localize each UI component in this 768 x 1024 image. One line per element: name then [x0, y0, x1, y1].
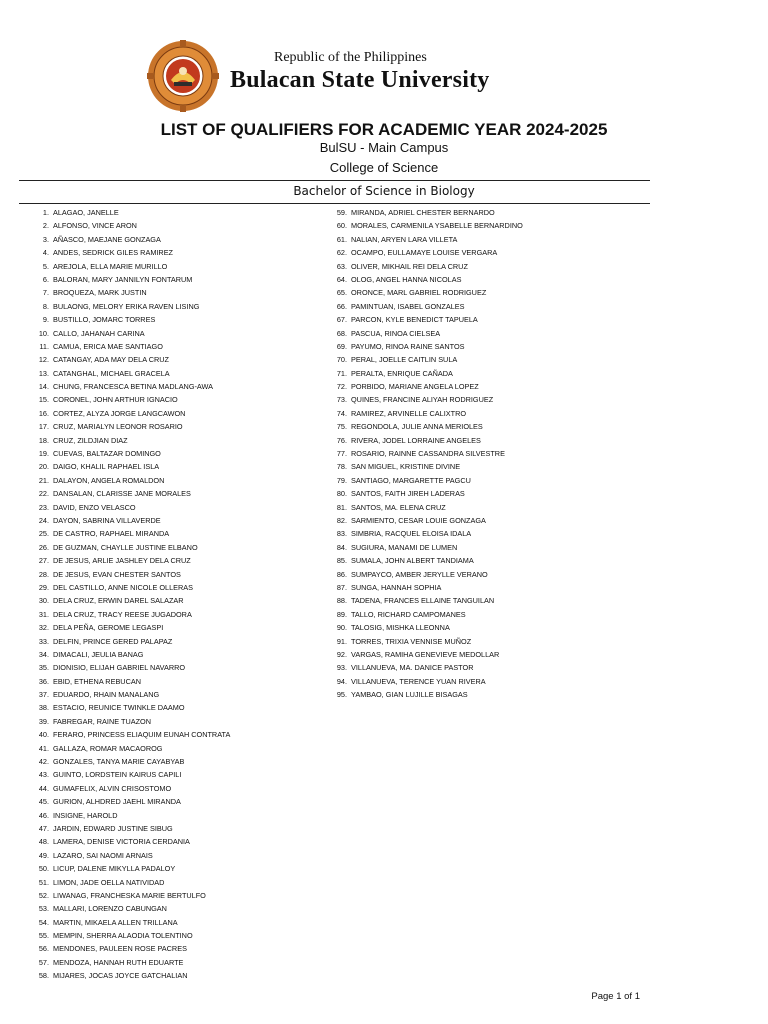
qualifier-name: MARTIN, MIKAELA ALLEN TRILLANA — [53, 917, 178, 927]
qualifier-row — [20, 300, 320, 313]
qualifier-name: EBID, ETHENA REBUCAN — [53, 676, 141, 686]
qualifier-name: OLIVER, MIKHAIL REI DELA CRUZ — [351, 261, 468, 271]
qualifier-name: CORTEZ, ALYZA JORGE LANGCAWON — [53, 408, 186, 418]
qualifier-row — [318, 353, 638, 366]
qualifier-number: 86. — [336, 569, 347, 579]
qualifier-number: 94. — [336, 676, 347, 686]
qualifier-number: 19. — [38, 449, 49, 459]
qualifier-row — [318, 487, 638, 500]
qualifier-name: DE JESUS, EVAN CHESTER SANTOS — [53, 569, 181, 579]
qualifier-row — [318, 661, 638, 674]
qualifier-row — [20, 487, 320, 500]
qualifier-number: 24. — [38, 515, 49, 525]
qualifier-name: DE CASTRO, RAPHAEL MIRANDA — [53, 529, 170, 539]
qualifier-name: SUMALA, JOHN ALBERT TANDIAMA — [351, 556, 474, 566]
qualifier-row — [318, 300, 638, 313]
qualifier-row — [20, 568, 320, 581]
qualifier-row — [318, 340, 638, 353]
qualifier-number: 54. — [38, 917, 49, 927]
qualifier-number: 72. — [336, 382, 347, 392]
qualifier-row — [20, 902, 320, 915]
qualifier-row — [20, 594, 320, 607]
republic-line: Republic of the Philippines — [274, 50, 427, 65]
qualifier-row — [20, 835, 320, 848]
qualifier-number: 51. — [38, 877, 49, 887]
qualifier-row — [318, 541, 638, 554]
qualifier-number: 74. — [336, 408, 347, 418]
qualifier-row — [318, 380, 638, 393]
qualifier-number: 83. — [336, 529, 347, 539]
qualifier-row — [318, 393, 638, 406]
qualifier-row — [20, 755, 320, 768]
qualifier-name: MENDONES, PAULEEN ROSE PACRES — [53, 944, 187, 954]
qualifier-row — [20, 621, 320, 634]
qualifier-number: 6. — [42, 274, 49, 284]
qualifier-name: PASCUA, RINOA CIELSEA — [351, 328, 441, 338]
qualifier-row — [318, 621, 638, 634]
qualifier-name: SUGIURA, MANAMI DE LUMEN — [351, 542, 458, 552]
qualifier-number: 95. — [336, 690, 347, 700]
qualifier-name: JARDIN, EDWARD JUSTINE SIBUG — [53, 823, 173, 833]
qualifier-name: CATANGAY, ADA MAY DELA CRUZ — [53, 355, 169, 365]
qualifier-number: 7. — [42, 288, 49, 298]
qualifier-name: DELA CRUZ, ERWIN DAREL SALAZAR — [53, 596, 184, 606]
qualifier-number: 88. — [336, 596, 347, 606]
qualifier-name: AÑASCO, MAEJANE GONZAGA — [53, 234, 161, 244]
qualifier-row — [20, 648, 320, 661]
qualifier-name: REGONDOLA, JULIE ANNA MERIOLES — [351, 422, 483, 432]
qualifier-name: PAMINTUAN, ISABEL GONZALES — [351, 301, 465, 311]
qualifier-row — [20, 420, 320, 433]
qualifier-number: 39. — [38, 716, 49, 726]
qualifier-row — [318, 688, 638, 701]
qualifier-row — [20, 688, 320, 701]
qualifier-row — [20, 795, 320, 808]
qualifier-number: 20. — [38, 462, 49, 472]
qualifier-name: PAYUMO, RINOA RAINE SANTOS — [351, 341, 465, 351]
qualifier-number: 49. — [38, 850, 49, 860]
qualifier-name: DANSALAN, CLARISSE JANE MORALES — [53, 489, 191, 499]
qualifier-number: 23. — [38, 502, 49, 512]
qualifier-number: 13. — [38, 368, 49, 378]
qualifier-number: 33. — [38, 636, 49, 646]
qualifier-row — [318, 635, 638, 648]
qualifier-name: FABREGAR, RAINE TUAZON — [53, 716, 151, 726]
qualifier-row — [20, 942, 320, 955]
qualifier-row — [20, 273, 320, 286]
qualifier-name: ORONCE, MARL GABRIEL RODRIGUEZ — [351, 288, 487, 298]
qualifier-row — [20, 782, 320, 795]
qualifier-name: LIWANAG, FRANCHESKA MARIE BERTULFO — [53, 890, 206, 900]
qualifier-name: SANTOS, MA. ELENA CRUZ — [351, 502, 446, 512]
qualifier-name: DIONISIO, ELIJAH GABRIEL NAVARRO — [53, 663, 186, 673]
qualifier-row — [20, 675, 320, 688]
qualifier-name: CRUZ, ZILDJIAN DIAZ — [53, 435, 128, 445]
qualifier-row — [318, 460, 638, 473]
qualifier-name: SUNGA, HANNAH SOPHIA — [351, 582, 442, 592]
qualifier-row — [20, 889, 320, 902]
qualifier-number: 78. — [336, 462, 347, 472]
qualifier-row — [318, 367, 638, 380]
qualifier-name: NALIAN, ARYEN LARA VILLETA — [351, 234, 458, 244]
qualifier-row — [318, 608, 638, 621]
qualifier-name: PERAL, JOELLE CAITLIN SULA — [351, 355, 458, 365]
qualifier-number: 8. — [42, 301, 49, 311]
qualifier-name: LAZARO, SAI NAOMI ARNAIS — [53, 850, 153, 860]
qualifier-number: 29. — [38, 582, 49, 592]
qualifier-number: 46. — [38, 810, 49, 820]
qualifier-name: ROSARIO, RAINNE CASSANDRA SILVESTRE — [351, 449, 505, 459]
qualifier-number: 92. — [336, 649, 347, 659]
qualifier-number: 87. — [336, 582, 347, 592]
qualifier-name: RAMIREZ, ARVINELLE CALIXTRO — [351, 408, 467, 418]
program-name: Bachelor of Science in Biology — [293, 184, 475, 198]
qualifier-name: VILLANUEVA, TERENCE YUAN RIVERA — [351, 676, 486, 686]
qualifier-number: 42. — [38, 757, 49, 767]
qualifier-number: 17. — [38, 422, 49, 432]
qualifier-name: GUMAFELIX, ALVIN CRISOSTOMO — [53, 783, 172, 793]
qualifier-name: PERALTA, ENRIQUE CAÑADA — [351, 368, 453, 378]
qualifier-name: SANTIAGO, MARGARETTE PAGCU — [351, 475, 471, 485]
qualifier-row — [20, 460, 320, 473]
qualifier-name: FERARO, PRINCESS ELIAQUIM EUNAH CONTRATA — [53, 730, 231, 740]
qualifier-name: MORALES, CARMENILA YSABELLE BERNARDINO — [351, 221, 523, 231]
qualifier-number: 81. — [336, 502, 347, 512]
qualifier-name: DAYON, SABRINA VILLAVERDE — [53, 515, 161, 525]
qualifier-name: DE GUZMAN, CHAYLLE JUSTINE ELBANO — [53, 542, 198, 552]
qualifier-row — [318, 648, 638, 661]
qualifier-name: BALORAN, MARY JANNILYN FONTARUM — [53, 274, 193, 284]
qualifier-number: 21. — [38, 475, 49, 485]
qualifier-name: GALLAZA, ROMAR MACAOROG — [53, 743, 163, 753]
page-title: LIST OF QUALIFIERS FOR ACADEMIC YEAR 2024-2025 — [160, 120, 608, 139]
qualifier-name: DAVID, ENZO VELASCO — [53, 502, 136, 512]
qualifier-row — [318, 313, 638, 326]
qualifier-name: MENDOZA, HANNAH RUTH EDUARTE — [53, 957, 184, 967]
qualifier-number: 64. — [336, 274, 347, 284]
qualifier-number: 43. — [38, 770, 49, 780]
qualifier-number: 14. — [38, 382, 49, 392]
qualifier-number: 68. — [336, 328, 347, 338]
qualifier-row — [318, 407, 638, 420]
qualifier-number: 47. — [38, 823, 49, 833]
qualifier-name: OCAMPO, EULLAMAYE LOUISE VERGARA — [351, 248, 498, 258]
qualifier-number: 5. — [42, 261, 49, 271]
qualifier-number: 22. — [38, 489, 49, 499]
qualifier-number: 32. — [38, 623, 49, 633]
qualifier-number: 36. — [38, 676, 49, 686]
qualifier-number: 1. — [42, 208, 49, 217]
qualifier-row — [20, 233, 320, 246]
university-seal-logo — [147, 40, 219, 112]
qualifier-name: DAIGO, KHALIL RAPHAEL ISLA — [53, 462, 160, 472]
qualifier-row — [20, 514, 320, 527]
qualifier-name: SANTOS, FAITH JIREH LADERAS — [351, 489, 465, 499]
qualifier-number: 40. — [38, 730, 49, 740]
qualifier-number: 15. — [38, 395, 49, 405]
qualifier-row — [20, 956, 320, 969]
qualifier-name: CATANGHAL, MICHAEL GRACELA — [53, 368, 170, 378]
qualifier-name: PORBIDO, MARIANE ANGELA LOPEZ — [351, 382, 479, 392]
qualifier-name: TADENA, FRANCES ELLAINE TANGUILAN — [351, 596, 495, 606]
university-name: Bulacan State University — [230, 67, 490, 93]
qualifier-row — [20, 380, 320, 393]
qualifier-name: LIMON, JADE OELLA NATIVIDAD — [53, 877, 165, 887]
qualifier-number: 55. — [38, 931, 49, 941]
qualifier-name: MIJARES, JOCAS JOYCE GATCHALIAN — [53, 971, 188, 981]
qualifier-number: 27. — [38, 556, 49, 566]
qualifier-number: 71. — [336, 368, 347, 378]
qualifier-number: 26. — [38, 542, 49, 552]
qualifier-name: DEL CASTILLO, ANNE NICOLE OLLERAS — [53, 582, 194, 592]
qualifier-number: 62. — [336, 248, 347, 258]
qualifier-number: 90. — [336, 623, 347, 633]
qualifier-name: CUEVAS, BALTAZAR DOMINGO — [53, 449, 161, 459]
qualifier-name: BROQUEZA, MARK JUSTIN — [53, 288, 147, 298]
qualifier-row — [20, 862, 320, 875]
qualifier-number: 31. — [38, 609, 49, 619]
qualifier-row — [20, 327, 320, 340]
qualifier-name: DALAYON, ANGELA ROMALDON — [53, 475, 165, 485]
qualifier-name: DIMACALI, JEULIA BANAG — [53, 649, 144, 659]
qualifier-number: 38. — [38, 703, 49, 713]
qualifier-row — [20, 581, 320, 594]
qualifier-number: 52. — [38, 890, 49, 900]
qualifier-row — [20, 393, 320, 406]
divider-top — [19, 180, 650, 181]
qualifier-row — [20, 434, 320, 447]
qualifier-number: 28. — [38, 569, 49, 579]
qualifier-name: ESTACIO, REUNICE TWINKLE DAAMO — [53, 703, 185, 713]
qualifier-name: DE JESUS, ARLIE JASHLEY DELA CRUZ — [53, 556, 191, 566]
qualifier-number: 30. — [38, 596, 49, 606]
qualifier-name: ALFONSO, VINCE ARON — [53, 221, 137, 231]
qualifier-name: SIMBRIA, RACQUEL ELOISA IDALA — [351, 529, 472, 539]
qualifier-name: CRUZ, MARIALYN LEONOR ROSARIO — [53, 422, 183, 432]
qualifier-row — [318, 434, 638, 447]
qualifier-name: MIRANDA, ADRIEL CHESTER BERNARDO — [351, 208, 495, 217]
qualifier-row — [318, 568, 638, 581]
qualifier-name: TALLO, RICHARD CAMPOMANES — [351, 609, 466, 619]
qualifier-row — [20, 501, 320, 514]
qualifier-number: 25. — [38, 529, 49, 539]
qualifier-name: DELA CRUZ, TRACY REESE JUGADORA — [53, 609, 192, 619]
qualifier-number: 3. — [42, 234, 49, 244]
qualifier-name: QUINES, FRANCINE ALIYAH RODRIGUEZ — [351, 395, 494, 405]
qualifier-row — [20, 916, 320, 929]
qualifier-row — [20, 768, 320, 781]
qualifier-name: BUSTILLO, JOMARC TORRES — [53, 315, 156, 325]
qualifier-number: 50. — [38, 864, 49, 874]
qualifier-row — [318, 514, 638, 527]
qualifier-name: MEMPIN, SHERRA ALAODIA TOLENTINO — [53, 931, 193, 941]
qualifier-row — [318, 273, 638, 286]
qualifier-name: BULAONG, MELORY ERIKA RAVEN LISING — [53, 301, 200, 311]
qualifier-row — [20, 541, 320, 554]
qualifier-name: GUINTO, LORDSTEIN KAIRUS CAPILI — [53, 770, 182, 780]
qualifier-name: ALAGAO, JANELLE — [53, 208, 119, 217]
campus-name: BulSU - Main Campus — [319, 140, 449, 155]
qualifier-number: 44. — [38, 783, 49, 793]
qualifier-row — [318, 527, 638, 540]
divider-bottom — [19, 203, 650, 204]
qualifier-name: SAN MIGUEL, KRISTINE DIVINE — [351, 462, 461, 472]
qualifier-number: 70. — [336, 355, 347, 365]
qualifier-row — [20, 527, 320, 540]
qualifier-number: 57. — [38, 957, 49, 967]
page-indicator: Page 1 of 1 — [591, 991, 640, 1002]
qualifier-name: CHUNG, FRANCESCA BETINA MADLANG-AWA — [53, 382, 214, 392]
qualifier-row — [318, 594, 638, 607]
qualifier-row — [20, 206, 320, 219]
qualifier-row — [318, 581, 638, 594]
qualifier-name: GONZALES, TANYA MARIE CAYABYAB — [53, 757, 185, 767]
qualifier-name: INSIGNE, HAROLD — [53, 810, 118, 820]
qualifier-row — [20, 608, 320, 621]
qualifier-row — [20, 447, 320, 460]
qualifier-row — [318, 286, 638, 299]
qualifier-row — [318, 474, 638, 487]
qualifier-number: 89. — [336, 609, 347, 619]
qualifier-name: VARGAS, RAMIHA GENEVIEVE MEDOLLAR — [351, 649, 500, 659]
qualifiers-column-left — [20, 206, 320, 983]
qualifier-row — [20, 728, 320, 741]
qualifier-row — [20, 353, 320, 366]
qualifier-number: 45. — [38, 797, 49, 807]
qualifier-row — [318, 246, 638, 259]
qualifier-row — [20, 407, 320, 420]
qualifier-name: SARMIENTO, CESAR LOUIE GONZAGA — [351, 515, 486, 525]
qualifier-number: 93. — [336, 663, 347, 673]
qualifier-row — [20, 474, 320, 487]
qualifier-name: AREJOLA, ELLA MARIE MURILLO — [53, 261, 168, 271]
qualifier-name: RIVERA, JODEL LORRAINE ANGELES — [351, 435, 481, 445]
qualifier-name: LICUP, DALENE MIKYLLA PADALOY — [53, 864, 176, 874]
college-name: College of Science — [329, 160, 439, 175]
qualifier-name: ANDES, SEDRICK GILES RAMIREZ — [53, 248, 174, 258]
qualifier-number: 73. — [336, 395, 347, 405]
qualifier-number: 16. — [38, 408, 49, 418]
qualifier-number: 34. — [38, 649, 49, 659]
qualifier-row — [318, 554, 638, 567]
qualifier-name: VILLANUEVA, MA. DANICE PASTOR — [351, 663, 474, 673]
qualifier-row — [318, 420, 638, 433]
qualifier-row — [20, 635, 320, 648]
qualifier-row — [20, 969, 320, 982]
qualifier-name: TORRES, TRIXIA VENNISE MUÑOZ — [351, 636, 472, 646]
qualifier-row — [20, 661, 320, 674]
qualifier-row — [318, 206, 638, 219]
qualifier-number: 60. — [336, 221, 347, 231]
qualifier-name: TALOSIG, MISHKA LLEONNA — [351, 623, 450, 633]
qualifier-number: 65. — [336, 288, 347, 298]
qualifier-row — [20, 286, 320, 299]
qualifier-row — [20, 929, 320, 942]
qualifier-row — [318, 327, 638, 340]
qualifier-name: DELA PEÑA, GEROME LEGASPI — [53, 623, 164, 633]
qualifier-number: 76. — [336, 435, 347, 445]
qualifier-name: PARCON, KYLE BENEDICT TAPUELA — [351, 315, 478, 325]
qualifier-number: 4. — [42, 248, 49, 258]
qualifier-number: 2. — [42, 221, 49, 231]
qualifier-row — [318, 260, 638, 273]
qualifier-number: 69. — [336, 341, 347, 351]
qualifier-number: 79. — [336, 475, 347, 485]
qualifier-row — [20, 246, 320, 259]
qualifier-name: OLOG, ANGEL HANNA NICOLAS — [351, 274, 462, 284]
qualifier-row — [20, 340, 320, 353]
qualifier-name: CAMUA, ERICA MAE SANTIAGO — [53, 341, 163, 351]
qualifier-number: 53. — [38, 904, 49, 914]
qualifier-number: 12. — [38, 355, 49, 365]
qualifier-row — [318, 675, 638, 688]
qualifier-row — [318, 447, 638, 460]
qualifier-name: CORONEL, JOHN ARTHUR IGNACIO — [53, 395, 178, 405]
qualifier-row — [20, 822, 320, 835]
qualifier-number: 66. — [336, 301, 347, 311]
qualifier-row — [20, 260, 320, 273]
qualifier-row — [318, 219, 638, 232]
qualifier-row — [20, 367, 320, 380]
qualifier-number: 85. — [336, 556, 347, 566]
qualifier-name: YAMBAO, GIAN LUJILLE BISAGAS — [351, 690, 468, 700]
qualifier-name: GURION, ALHDRED JAEHL MIRANDA — [53, 797, 181, 807]
qualifier-number: 84. — [336, 542, 347, 552]
qualifier-row — [20, 742, 320, 755]
qualifier-number: 9. — [42, 315, 49, 325]
qualifier-row — [20, 876, 320, 889]
qualifier-number: 91. — [336, 636, 347, 646]
qualifier-name: CALLO, JAHANAH CARINA — [53, 328, 145, 338]
qualifier-row — [20, 701, 320, 714]
qualifier-number: 18. — [38, 435, 49, 445]
qualifier-number: 11. — [39, 341, 49, 351]
qualifier-row — [20, 219, 320, 232]
qualifier-row — [20, 554, 320, 567]
qualifier-name: SUMPAYCO, AMBER JERYLLE VERANO — [351, 569, 488, 579]
qualifier-name: LAMERA, DENISE VICTORIA CERDANIA — [53, 837, 190, 847]
qualifier-row — [20, 715, 320, 728]
qualifier-number: 67. — [336, 315, 347, 325]
qualifier-number: 80. — [336, 489, 347, 499]
qualifier-name: EDUARDO, RHAIN MANALANG — [53, 690, 160, 700]
qualifier-number: 61. — [336, 234, 347, 244]
qualifier-number: 48. — [38, 837, 49, 847]
qualifier-number: 58. — [38, 971, 49, 981]
qualifier-row — [20, 849, 320, 862]
qualifier-number: 77. — [336, 449, 347, 459]
qualifier-number: 82. — [336, 515, 347, 525]
qualifier-row — [20, 313, 320, 326]
qualifier-number: 63. — [336, 261, 347, 271]
qualifier-row — [20, 809, 320, 822]
qualifier-number: 37. — [38, 690, 49, 700]
qualifier-number: 10. — [38, 328, 49, 338]
qualifier-number: 75. — [336, 422, 347, 432]
qualifier-number: 41. — [38, 743, 49, 753]
qualifier-number: 56. — [38, 944, 49, 954]
qualifier-row — [318, 233, 638, 246]
qualifier-name: MALLARI, LORENZO CABUNGAN — [53, 904, 167, 914]
qualifier-row — [318, 501, 638, 514]
qualifier-name: DELFIN, PRINCE GERED PALAPAZ — [53, 636, 173, 646]
qualifier-number: 35. — [38, 663, 49, 673]
qualifiers-column-right — [318, 206, 638, 701]
qualifier-number: 59. — [336, 208, 347, 217]
